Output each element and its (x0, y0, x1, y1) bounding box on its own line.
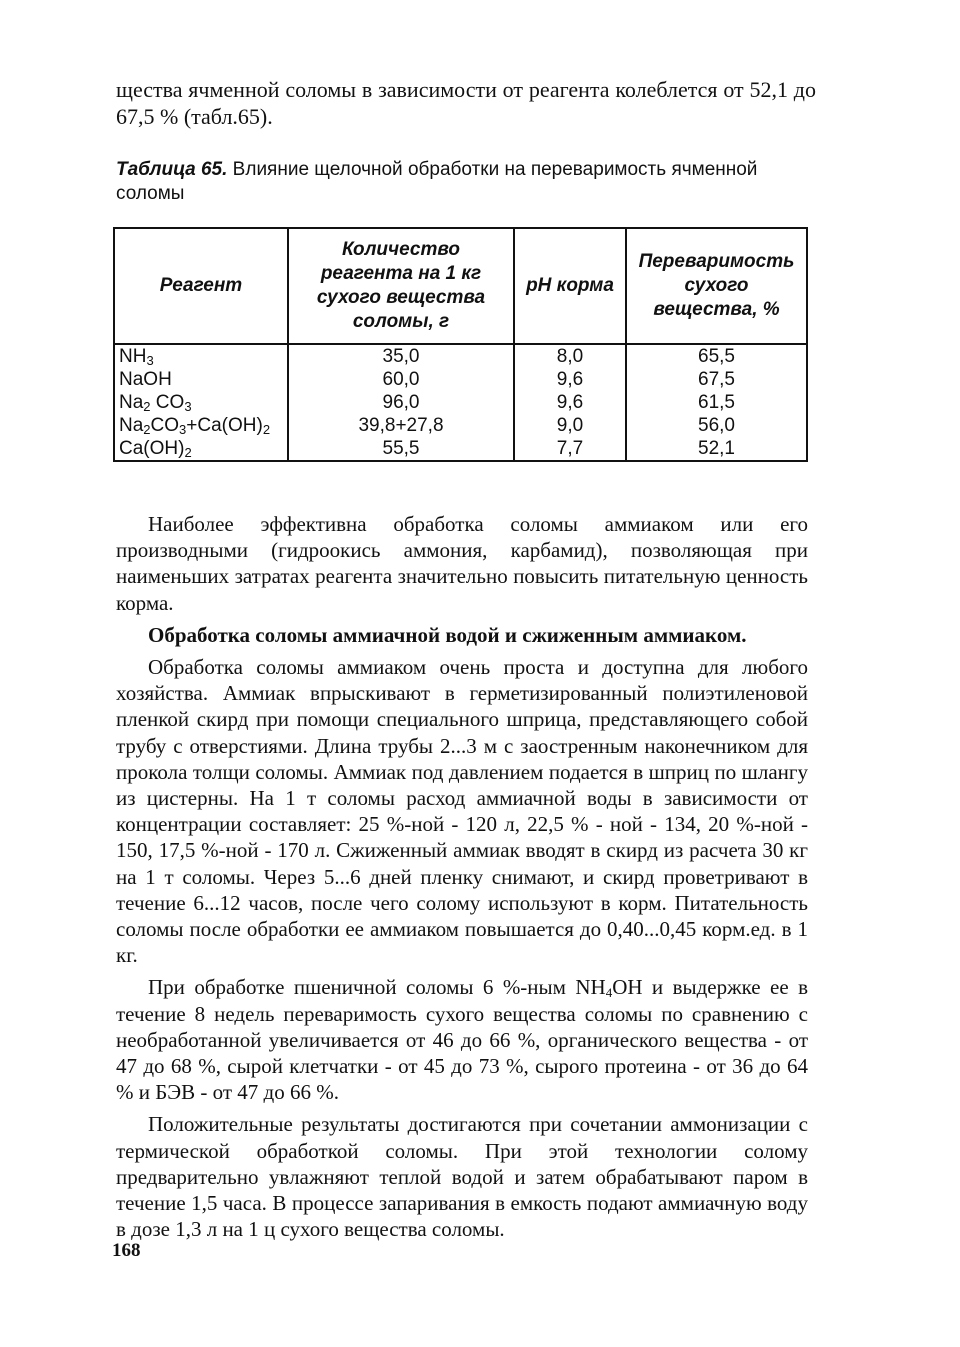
digestibility-cell: 52,1 (626, 437, 807, 461)
table-caption-label: Таблица 65. (116, 159, 228, 180)
reagent-subscript: 3 (184, 399, 192, 414)
reagent-text: Na (119, 415, 144, 436)
table-row (114, 414, 807, 437)
reagent-subscript: 3 (146, 353, 154, 368)
reagent-cell (114, 437, 288, 461)
reagent-subscript: 3 (179, 422, 187, 437)
reagent-text: +Ca(OH) (186, 415, 263, 436)
reagent-text: NH (119, 346, 147, 367)
intro-text: щества ячменной соломы в зависимости от реагента колеблется от 52,1 до 67,5 % (табл.65). (116, 77, 816, 129)
table-row (114, 437, 807, 461)
digestibility-table (113, 227, 808, 462)
header-ph: pH корма (514, 228, 626, 344)
ph-cell: 8,0 (514, 344, 626, 368)
reagent-cell (114, 414, 288, 437)
header-amount: Количество реагента на 1 кг сухого вещества соломы, г (288, 228, 514, 344)
paragraph-3-subscript: 4 (605, 985, 613, 1001)
amount-cell: 60,0 (288, 368, 514, 391)
paragraph-3-start: При обработке пшеничной соломы 6 %-ным NH (148, 975, 606, 1000)
reagent-text: Ca(OH) (119, 438, 185, 459)
table-row (114, 368, 807, 391)
ph-cell: 9,6 (514, 391, 626, 414)
paragraph-3-end: OH и выдержке ее в течение 8 недель переваримость сухого вещества соломы по сравнению с необработанной увеличивается от 46 до 66 %, органического вещества - от 47 до 68 %, сырой клетчатки - от 45 до 73 %, сырого протеина - от 36 до 64 % и БЭВ - от 47 до 66 %. (116, 975, 808, 1105)
reagent-subscript: 2 (143, 399, 151, 414)
section-subheading: Обработка соломы аммиачной водой и сжиженным аммиаком. (148, 622, 747, 647)
reagent-cell (114, 344, 288, 368)
ph-cell: 7,7 (514, 437, 626, 461)
digestibility-cell: 67,5 (626, 368, 807, 391)
paragraph-3 (116, 974, 808, 1105)
reagent-text: CO (150, 415, 180, 436)
body-text (116, 511, 808, 1242)
table-caption (116, 158, 816, 206)
header-digestibility: Переваримость сухого вещества, % (626, 228, 807, 344)
table-body (114, 344, 807, 461)
amount-cell: 96,0 (288, 391, 514, 414)
table-row (114, 344, 807, 368)
reagent-text: CO (150, 392, 185, 413)
table-row (114, 391, 807, 414)
digestibility-cell: 61,5 (626, 391, 807, 414)
ph-cell: 9,0 (514, 414, 626, 437)
digestibility-cell: 65,5 (626, 344, 807, 368)
amount-cell: 39,8+27,8 (288, 414, 514, 437)
reagent-cell (114, 391, 288, 414)
reagent-subscript: 2 (262, 422, 271, 437)
table-caption-text: Влияние щелочной обработки на переваримость ячменной соломы (116, 159, 758, 204)
paragraph-4: Положительные результаты достигаются при сочетании аммонизации с термической обработкой соломы. При этой технологии солому предварительно увлажняют теплой водой и затем обрабатывают паром в течение 1,5 часа. В процессе запаривания в емкость подают аммиачную воду в дозе 1,3 л на 1 ц сухого вещества соломы. (116, 1112, 808, 1242)
reagent-text: Na (119, 392, 144, 413)
paragraph-2: Обработка соломы аммиаком очень проста и доступна для любого хозяйства. Аммиак впрыскивают в герметизированный полиэтиленовой пленкой скирд при помощи специального шприца, представляющего собой трубу с отверстиями. Длина трубы 2...3 м с заостренным наконечником для прокола толщи соломы. Аммиак под давлением подается в шприц по шлангу из цистерны. На 1 т соломы расход аммиачной воды в зависимости от концентрации составляет: 25 %-ной - 120 л, 22,5 % - ной - 134, 20 %-ной - 150, 17,5 %-ной - 170 л. Сжиженный аммиак вводят в скирд из расчета 30 кг на 1 т соломы. Через 5...6 дней пленку снимают, и скирд проветривают в течение 6...12 часов, после чего солому используют в корм. Питательность соломы после обработки ее аммиаком повышается до 0,40...0,45 корм.ед. в 1 кг. (116, 655, 808, 968)
reagent-subscript: 2 (143, 422, 151, 437)
amount-cell: 35,0 (288, 344, 514, 368)
reagent-text: NaOH (119, 369, 172, 390)
reagent-subscript: 2 (184, 445, 192, 460)
amount-cell: 55,5 (288, 437, 514, 461)
page-number: 168 (112, 1240, 141, 1261)
header-reagent: Реагент (114, 228, 288, 344)
table-header-row (114, 228, 807, 344)
digestibility-cell: 56,0 (626, 414, 807, 437)
paragraph-1: Наиболее эффективна обработка соломы аммиаком или его производными (гидроокись аммония, карбамид), позволяющая при наименьших затратах реагента значительно повысить питательную ценность корма. (116, 512, 808, 615)
ph-cell: 9,6 (514, 368, 626, 391)
reagent-cell (114, 368, 288, 391)
